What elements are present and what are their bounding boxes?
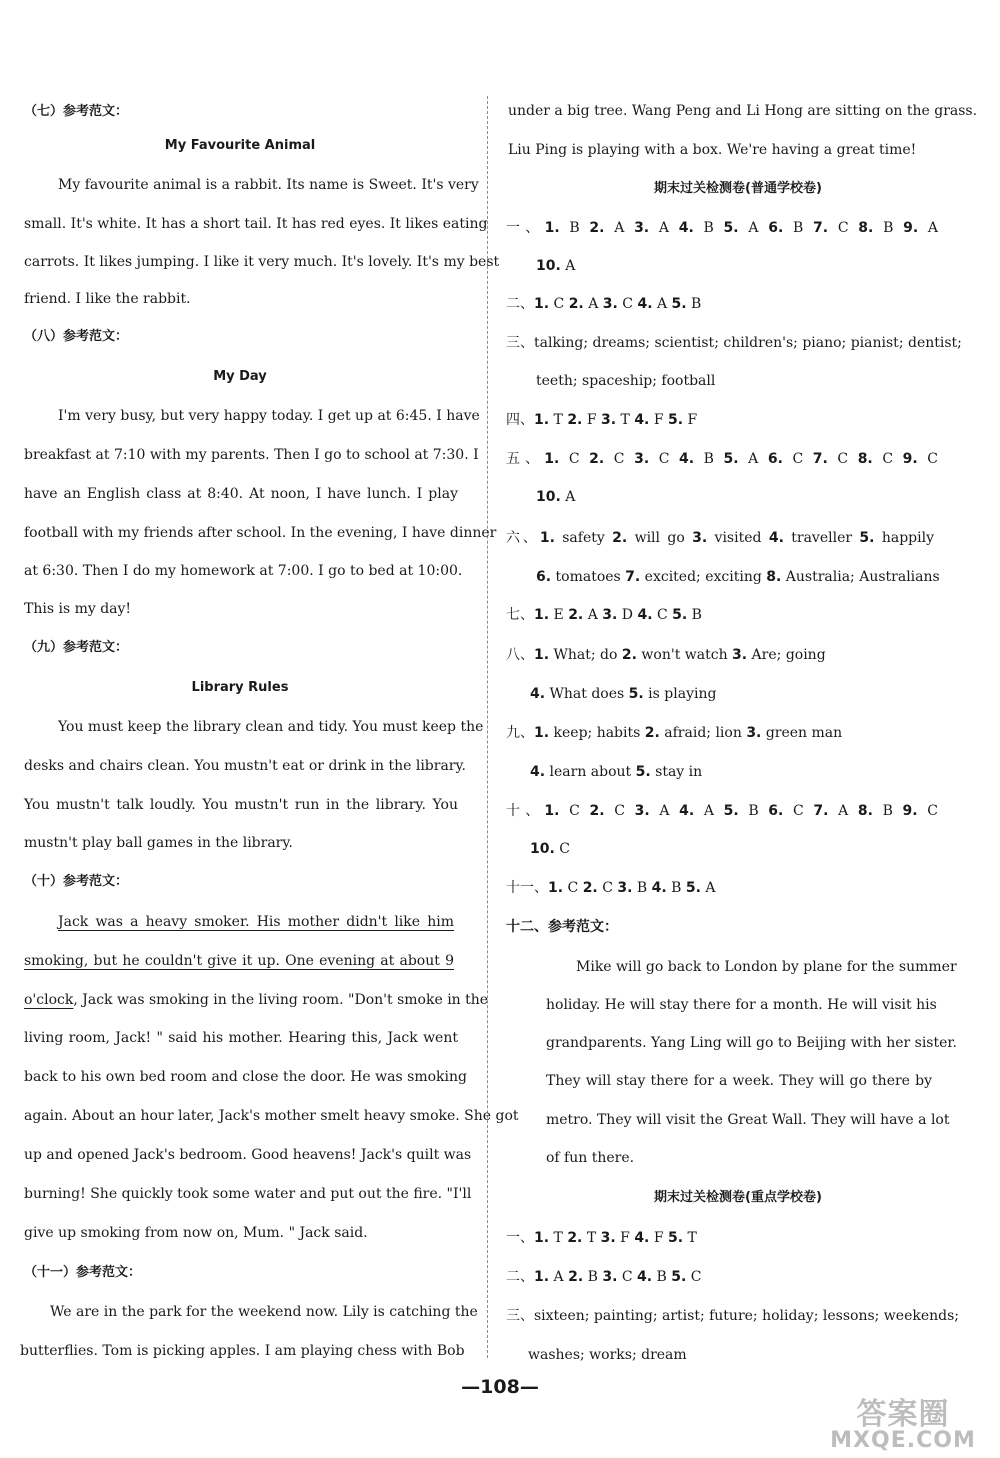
essay-line: give up smoking from now on, Mum. " Jack said. xyxy=(24,1225,368,1241)
question-number: 1. xyxy=(534,607,550,623)
answer-row xyxy=(506,645,826,665)
test-title-key: 期末过关检测卷(重点学校卷) xyxy=(654,1190,822,1205)
question-number: 1. xyxy=(534,1269,550,1285)
test-title-regular: 期末过关检测卷(普通学校卷) xyxy=(654,181,822,196)
answer-text: B xyxy=(652,1269,672,1285)
question-number: 3. xyxy=(602,607,618,623)
question-number: 5. xyxy=(723,451,739,467)
question-number: 9. xyxy=(903,220,919,236)
answer-text: B xyxy=(693,220,724,236)
question-number: 3. xyxy=(634,803,650,819)
section-10-label: （十）参考范文： xyxy=(24,874,129,889)
question-number: 7. xyxy=(625,569,641,585)
question-number: 7. xyxy=(813,220,829,236)
question-number: 4. xyxy=(634,412,650,428)
answer-text: C xyxy=(597,880,618,896)
column-divider xyxy=(487,96,488,1358)
question-number: 9. xyxy=(902,803,918,819)
answer-text: A xyxy=(828,803,858,819)
question-number: 10. xyxy=(530,841,555,857)
answer-text: C xyxy=(917,803,938,819)
answer-text: is playing xyxy=(643,686,717,702)
question-number: 4. xyxy=(637,607,653,623)
question-number: 3. xyxy=(746,725,762,741)
question-number: 2. xyxy=(568,607,584,623)
answer-text: F xyxy=(582,412,601,428)
essay-line: at 6:30. Then I do my homework at 7:00. I go to bed at 10:00. xyxy=(24,563,463,579)
question-number: 3. xyxy=(600,1230,616,1246)
question-number: 4. xyxy=(634,1230,650,1246)
question-number: 8. xyxy=(766,569,782,585)
question-number: 4. xyxy=(679,803,695,819)
question-number: 1. xyxy=(539,530,555,546)
essay-line: back to his own bed room and close the door. He was smoking xyxy=(24,1069,467,1085)
question-number: 8. xyxy=(857,803,873,819)
essay-title: My Day xyxy=(213,369,267,384)
question-number: 1. xyxy=(544,451,560,467)
question-number: 6. xyxy=(768,220,784,236)
essay-line: under a big tree. Wang Peng and Li Hong are sitting on the grass. xyxy=(508,103,978,119)
underlined-text: o'clock xyxy=(24,992,74,1008)
question-number: 5. xyxy=(668,412,684,428)
essay-line: You mustn't talk loudly. You mustn't run in the library. You xyxy=(24,797,458,813)
answer-text: C xyxy=(559,803,590,819)
answer-text: A xyxy=(604,220,635,236)
answer-text: visited xyxy=(707,530,769,546)
answer-text: E xyxy=(549,607,569,623)
answer-text: C xyxy=(917,451,938,467)
question-number: 1. xyxy=(534,1230,550,1246)
answer-row xyxy=(506,410,697,430)
question-number: 3. xyxy=(732,647,748,663)
question-number: 1. xyxy=(544,803,560,819)
question-number: 3. xyxy=(634,451,650,467)
essay-line: Mike will go back to London by plane for the summer xyxy=(576,959,957,975)
answer-text: A xyxy=(738,451,768,467)
answer-text: C xyxy=(649,451,680,467)
question-number: 6. xyxy=(768,803,784,819)
answer-row: 三、talking; dreams; scientist; children's; piano; pianist; dentist; xyxy=(506,335,962,351)
question-number: 8. xyxy=(857,451,873,467)
answer-text: T xyxy=(549,1230,568,1246)
answer-row xyxy=(506,801,938,821)
answer-text: 七、 xyxy=(506,607,534,623)
question-number: 1. xyxy=(534,296,550,312)
question-number: 4. xyxy=(637,296,653,312)
watermark-logo xyxy=(818,1397,988,1453)
answer-row xyxy=(530,762,702,782)
answer-text: will go xyxy=(627,530,693,546)
answer-text: traveller xyxy=(783,530,860,546)
answer-row xyxy=(506,528,934,548)
answer-text: F xyxy=(615,1230,635,1246)
answer-text: 五、 xyxy=(506,451,545,467)
answer-text: T xyxy=(549,412,568,428)
answer-text: safety xyxy=(554,530,613,546)
answer-text: C xyxy=(827,451,858,467)
answer-text: tomatoes xyxy=(551,569,626,585)
question-number: 3. xyxy=(617,880,633,896)
answer-text: afraid; lion xyxy=(659,725,747,741)
answer-text: C xyxy=(617,296,638,312)
question-number: 2. xyxy=(589,220,605,236)
answer-text: 十、 xyxy=(506,803,545,819)
answer-text: T xyxy=(616,412,635,428)
essay-line: carrots. It likes jumping. I like it very much. It's lovely. It's my best xyxy=(24,254,500,270)
answer-row xyxy=(506,1267,702,1287)
question-number: 1. xyxy=(534,412,550,428)
answer-text: C xyxy=(872,451,903,467)
essay-line-underlined: Jack was a heavy smoker. His mother didn't like him xyxy=(58,914,454,930)
essay-line-underlined: smoking, but he couldn't give it up. One evening at about 9 xyxy=(24,953,454,969)
answer-text: B xyxy=(694,451,724,467)
question-number: 4. xyxy=(679,451,695,467)
question-number: 2. xyxy=(582,880,598,896)
answer-text: A xyxy=(649,803,680,819)
essay-line: My favourite animal is a rabbit. Its name is Sweet. It's very xyxy=(58,177,479,193)
answer-text: B xyxy=(872,803,903,819)
answer-text: B xyxy=(632,880,652,896)
answer-text: A xyxy=(700,880,716,896)
answer-text: A xyxy=(560,489,576,505)
answer-text: B xyxy=(559,220,590,236)
answer-text: A xyxy=(694,803,724,819)
answer-text: 二、 xyxy=(506,1269,534,1285)
essay-line xyxy=(24,990,489,1010)
answer-row: washes; works; dream xyxy=(528,1347,687,1363)
essay-line: holiday. He will stay there for a month. He will visit his xyxy=(546,997,937,1013)
essay-line: have an English class at 8:40. At noon, I have lunch. I play xyxy=(24,486,458,502)
answer-text: 四、 xyxy=(506,412,534,428)
essay-line: Liu Ping is playing with a box. We're having a great time! xyxy=(508,142,917,158)
question-number: 1. xyxy=(534,647,550,663)
answer-text: C xyxy=(617,1269,638,1285)
answer-text: green man xyxy=(761,725,843,741)
answer-row: 三、sixteen; painting; artist; future; holiday; lessons; weekends; xyxy=(506,1308,960,1324)
answer-text: A xyxy=(549,1269,569,1285)
answer-text: C xyxy=(604,451,635,467)
answer-text: 八、 xyxy=(506,647,534,663)
answer-row: teeth; spaceship; football xyxy=(536,373,716,389)
question-number: 5. xyxy=(672,607,688,623)
question-number: 5. xyxy=(671,1269,687,1285)
answer-row xyxy=(506,1228,697,1248)
question-number: 5. xyxy=(635,764,651,780)
question-number: 1. xyxy=(544,220,560,236)
essay-line: friend. I like the rabbit. xyxy=(24,291,191,307)
question-number: 1. xyxy=(534,725,550,741)
answer-text: T xyxy=(683,1230,697,1246)
answer-row xyxy=(536,256,575,276)
answer-text: Are; going xyxy=(747,647,826,663)
answer-text: C xyxy=(559,451,590,467)
essay-line: grandparents. Yang Ling will go to Beijing with her sister. xyxy=(546,1035,957,1051)
answer-text: excited; exciting xyxy=(640,569,767,585)
essay-line: You must keep the library clean and tidy. You must keep the xyxy=(58,719,484,735)
answer-text: B xyxy=(738,803,769,819)
question-number: 10. xyxy=(536,258,561,274)
essay-line: We are in the park for the weekend now. Lily is catching the xyxy=(50,1304,478,1320)
question-number: 5. xyxy=(685,880,701,896)
essay-line: desks and chairs clean. You mustn't eat or drink in the library. xyxy=(24,758,466,774)
section-12-label: 十二、参考范文： xyxy=(506,919,618,935)
question-number: 3. xyxy=(601,412,617,428)
watermark-text: 答案圈 xyxy=(856,1397,950,1432)
answer-row xyxy=(506,449,938,469)
answer-text: C xyxy=(554,841,570,857)
question-number: 6. xyxy=(767,451,783,467)
answer-text: 十一、 xyxy=(506,880,548,896)
answer-row xyxy=(506,878,716,898)
answer-text: F xyxy=(649,412,668,428)
question-number: 5. xyxy=(723,220,739,236)
question-number: 2. xyxy=(568,296,584,312)
answer-text: keep; habits xyxy=(549,725,645,741)
answer-text: A xyxy=(560,258,576,274)
essay-text: , Jack was smoking in the living room. "Don't smoke in the xyxy=(73,992,489,1008)
essay-title: My Favourite Animal xyxy=(164,138,316,153)
answer-text: T xyxy=(582,1230,601,1246)
question-number: 6. xyxy=(536,569,552,585)
watermark-url: MXQE.COM xyxy=(830,1428,976,1453)
answer-text: 二、 xyxy=(506,296,534,312)
question-number: 7. xyxy=(813,803,829,819)
question-number: 5. xyxy=(859,530,875,546)
essay-line: football with my friends after school. In the evening, I have dinner xyxy=(24,525,497,541)
answer-text: B xyxy=(686,296,702,312)
answer-text: 一、 xyxy=(506,220,545,236)
question-number: 4. xyxy=(768,530,784,546)
essay-line: They will stay there for a week. They will go there by xyxy=(546,1073,932,1089)
answer-text: What; do xyxy=(549,647,622,663)
section-11-label: （十一）参考范文： xyxy=(24,1265,142,1280)
answer-text: A xyxy=(649,220,679,236)
answer-text: happily xyxy=(874,530,934,546)
section-8-label: （八）参考范文： xyxy=(24,329,129,344)
question-number: 10. xyxy=(536,489,561,505)
question-number: 2. xyxy=(644,725,660,741)
answer-text: A xyxy=(652,296,672,312)
answer-row xyxy=(506,218,938,238)
question-number: 4. xyxy=(678,220,694,236)
answer-text: C xyxy=(563,880,583,896)
question-number: 4. xyxy=(637,1269,653,1285)
essay-line: metro. They will visit the Great Wall. They will have a lot xyxy=(546,1112,950,1128)
essay-line: small. It's white. It has a short tail. It has red eyes. It likes eating xyxy=(24,216,488,232)
answer-text: B xyxy=(873,220,904,236)
essay-line: mustn't play ball games in the library. xyxy=(24,835,293,851)
answer-text: 六、 xyxy=(506,530,540,546)
question-number: 2. xyxy=(568,1269,584,1285)
answer-text: learn about xyxy=(545,764,636,780)
essay-line: breakfast at 7:10 with my parents. Then I go to school at 7:30. I xyxy=(24,447,479,463)
answer-text: C xyxy=(604,803,635,819)
answer-text: B xyxy=(687,607,702,623)
answer-row xyxy=(506,723,842,743)
answer-text: What does xyxy=(545,686,629,702)
essay-line: This is my day! xyxy=(24,601,132,617)
question-number: 8. xyxy=(858,220,874,236)
answer-row xyxy=(506,605,702,625)
answer-row xyxy=(530,684,716,704)
question-number: 5. xyxy=(628,686,644,702)
answer-text: C xyxy=(686,1269,702,1285)
essay-line: of fun there. xyxy=(546,1150,635,1166)
question-number: 1. xyxy=(548,880,564,896)
question-number: 4. xyxy=(530,686,546,702)
answer-text: B xyxy=(583,1269,603,1285)
question-number: 2. xyxy=(589,451,605,467)
question-number: 3. xyxy=(634,220,650,236)
answer-text: A xyxy=(583,296,603,312)
question-number: 4. xyxy=(651,880,667,896)
essay-line: up and opened Jack's bedroom. Good heavens! Jack's quilt was xyxy=(24,1147,472,1163)
answer-text: C xyxy=(828,220,859,236)
essay-title: Library Rules xyxy=(191,680,289,695)
answer-text: Australia; Australians xyxy=(781,569,940,585)
answer-row xyxy=(536,567,938,587)
answer-text: C xyxy=(652,607,673,623)
section-9-label: （九）参考范文： xyxy=(24,640,129,655)
essay-line: burning! She quickly took some water and put out the fire. "I'll xyxy=(24,1186,472,1202)
question-number: 9. xyxy=(902,451,918,467)
essay-line: again. About an hour later, Jack's mother smelt heavy smoke. She got xyxy=(24,1108,519,1124)
essay-line: living room, Jack! " said his mother. Hearing this, Jack went xyxy=(24,1030,458,1046)
question-number: 7. xyxy=(812,451,828,467)
answer-text: 九、 xyxy=(506,725,534,741)
answer-text: C xyxy=(549,296,569,312)
answer-text: stay in xyxy=(650,764,703,780)
page-number: —108— xyxy=(461,1376,539,1398)
answer-text: A xyxy=(738,220,769,236)
question-number: 5. xyxy=(723,803,739,819)
essay-line: butterflies. Tom is picking apples. I am playing chess with Bob xyxy=(20,1343,465,1359)
answer-text: F xyxy=(649,1230,668,1246)
essay-line: I'm very busy, but very happy today. I get up at 6:45. I have xyxy=(58,408,480,424)
question-number: 5. xyxy=(668,1230,684,1246)
section-7-label: （七）参考范文： xyxy=(24,104,129,119)
question-number: 2. xyxy=(567,412,583,428)
answer-text: A xyxy=(583,607,603,623)
answer-text: D xyxy=(617,607,638,623)
question-number: 5. xyxy=(671,296,687,312)
question-number: 4. xyxy=(530,764,546,780)
question-number: 3. xyxy=(692,530,708,546)
answer-row xyxy=(530,839,570,859)
answer-text: won't watch xyxy=(636,647,733,663)
answer-text: F xyxy=(683,412,698,428)
question-number: 2. xyxy=(567,1230,583,1246)
answer-text: C xyxy=(782,451,813,467)
answer-text: A xyxy=(918,220,939,236)
question-number: 2. xyxy=(612,530,628,546)
answer-row xyxy=(506,294,701,314)
answer-text: 一、 xyxy=(506,1230,534,1246)
answer-text: B xyxy=(783,220,814,236)
question-number: 2. xyxy=(589,803,605,819)
question-number: 3. xyxy=(602,1269,618,1285)
question-number: 2. xyxy=(621,647,637,663)
answer-row xyxy=(536,487,575,507)
answer-text: C xyxy=(783,803,814,819)
answer-text: B xyxy=(666,880,686,896)
question-number: 3. xyxy=(602,296,618,312)
